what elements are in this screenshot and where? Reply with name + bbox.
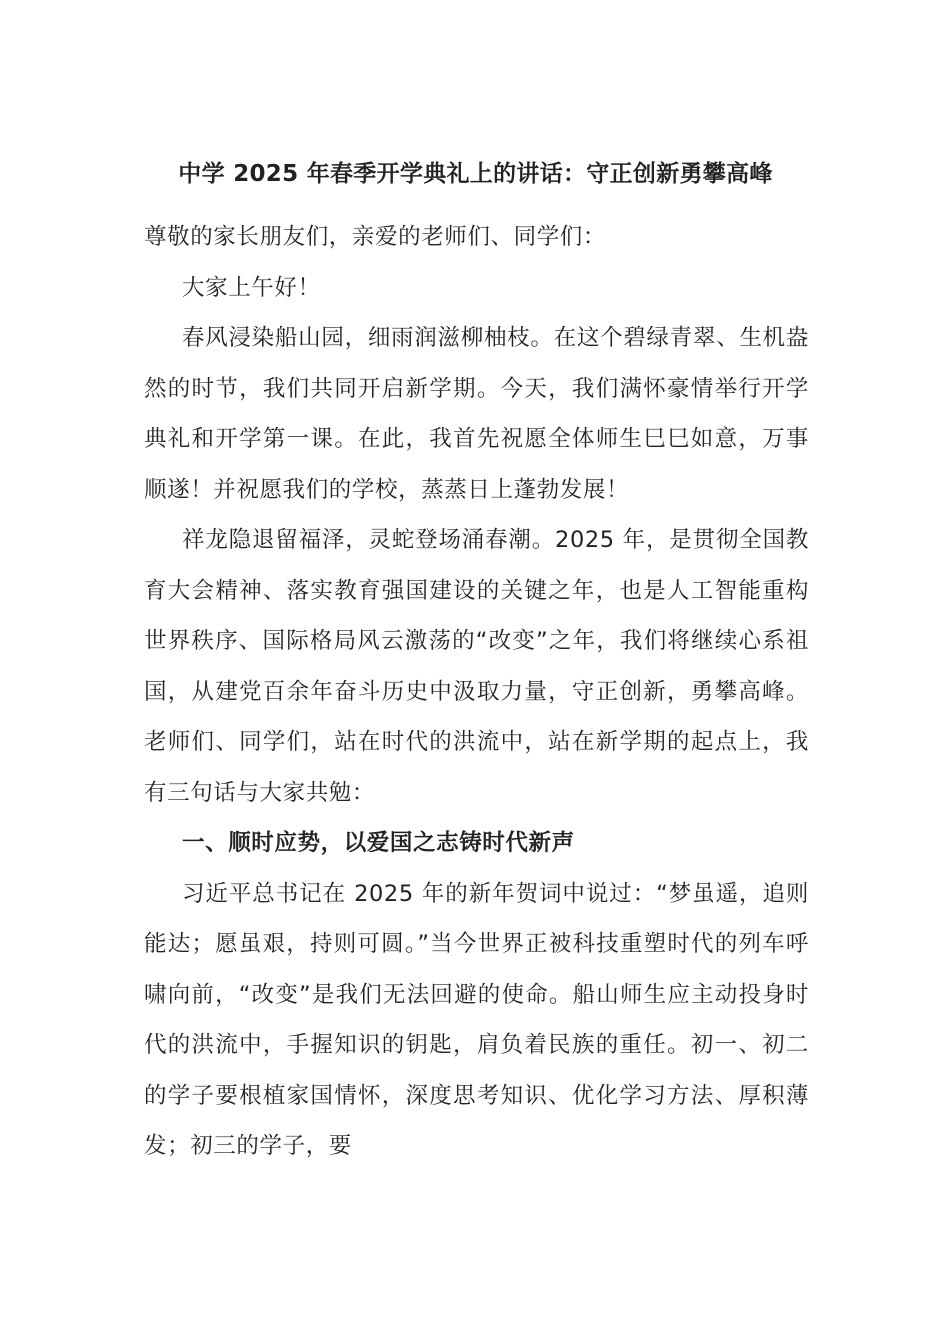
salutation: 尊敬的家长朋友们，亲爱的老师们、同学们：	[144, 224, 607, 250]
paragraph-context: 祥龙隐退留福泽，灵蛇登场涌春潮。2025 年，是贯彻全国教育大会精神、落实教育强国建设的关键之年，也是人工智能重构世界秩序、国际格局风云激荡的“改变”之年，我们将继续心系祖国，从建党百余年奋斗历史中汲取力量，守正创新，勇攀高峰。老师们、同学们，站在时代的洪流中，站在新学期的起点上，我有三句话与大家共勉：	[144, 527, 809, 806]
document-body	[144, 212, 809, 1172]
section-paragraph: 习近平总书记在 2025 年的新年贺词中说过：“梦虽遥，追则能达；愿虽艰，持则可圆。”当今世界正被科技重塑时代的列车呼啸向前，“改变”是我们无法回避的使命。船山师生应主动投身时代的洪流中，手握知识的钥匙，肩负着民族的重任。初一、初二的学子要根植家国情怀，深度思考知识、优化学习方法、厚积薄发；初三的学子，要	[144, 880, 809, 1159]
greeting: 大家上午好！	[182, 274, 321, 301]
paragraph-opening: 春风浸染船山园，细雨润滋柳柚枝。在这个碧绿青翠、生机盎然的时节，我们共同开启新学期。今天，我们满怀豪情举行开学典礼和开学第一课。在此，我首先祝愿全体师生巳巳如意，万事顺遂！并祝愿我们的学校，蒸蒸日上蓬勃发展！	[144, 325, 809, 503]
document-title: 中学 2025 年春季开学典礼上的讲话：守正创新勇攀高峰	[178, 161, 773, 187]
section-heading: 一、顺时应势，以爱国之志铸时代新声	[182, 830, 575, 856]
